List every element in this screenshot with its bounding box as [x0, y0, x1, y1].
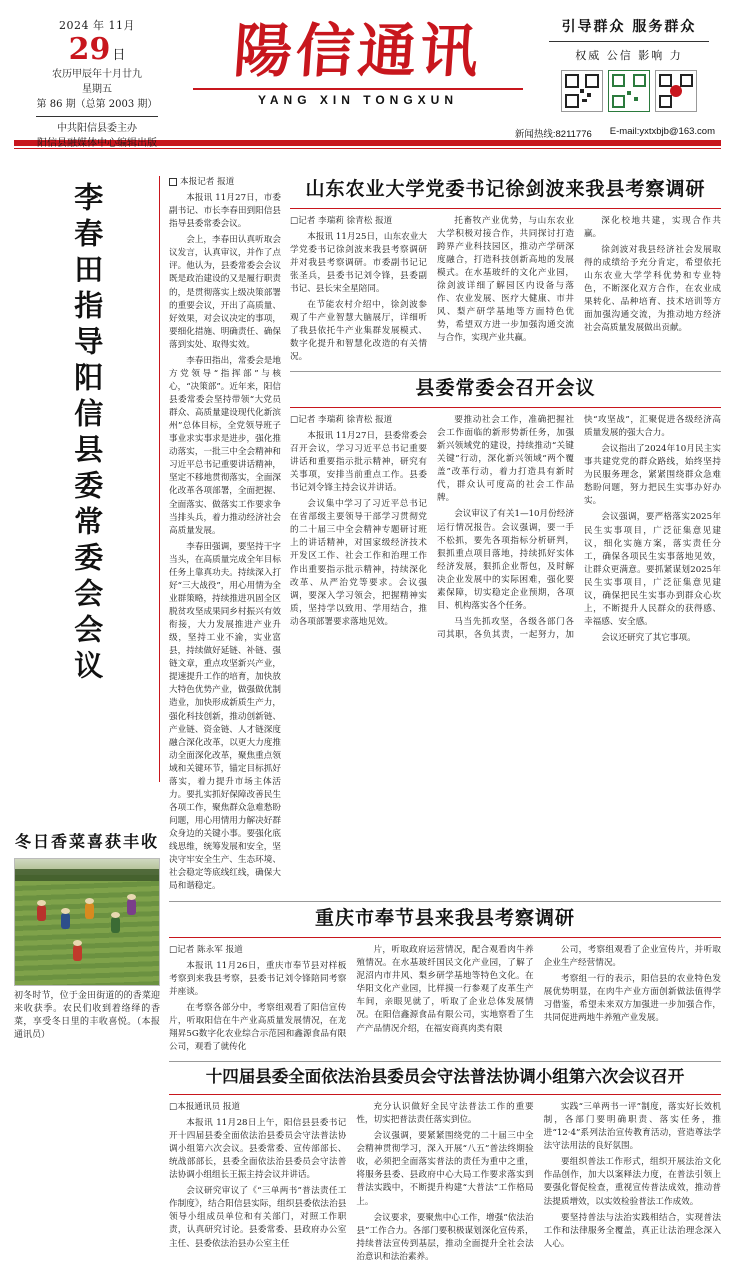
- article-para: 本报讯 11月26日，重庆市奉节县对样板考察到来我县考察，县委书记刘令锋陪同考察并座谈。: [169, 961, 347, 998]
- brief-kicker-text: 本报记者 报道: [180, 177, 235, 187]
- masthead-title-block: [178, 17, 538, 107]
- masthead-contact: [178, 126, 715, 140]
- day-unit: 日: [112, 47, 126, 63]
- brief-para: 会上，李春田认真听取会议发言，认真审议，并作了点评。他认为，县委常委会会议既是政治建设的又是履行职责的，是贯彻落实上级决策部署的重要会议，开出了高质量、好效果，对会议决定的事项，要细化措施、明确责任、确保落到实处、取得实效。: [169, 235, 281, 350]
- section-rule: [290, 371, 721, 372]
- headline-rule: [290, 407, 721, 408]
- brief-para: 李春田指出，常委会是地方党领导“指挥部”与核心，“决策部”。近年来，阳信县委常委会坚持带领“大党员群众、高质量建设现代化新滨州”总体目标，全党领导班子事业求实事求是进步，强化推动落实，一批三中全会精神和习近平总书记重要讲话精神，坚定不移地贯彻落实，全面深化改革各项部署，全面把握、全面落实、做落实工作要求争当排头兵，着力推动经济社会高质量发展。: [169, 355, 281, 536]
- article-para: 会议研究审议了《“三单两书”普法责任工作制度》，结合阳信县实际，组织县委依法治县领导小组成员单位和有关部门，对照工作职责，认真研究讨论。县委常委、县政府办公室主任、县委依法治县办公室主任: [169, 1186, 347, 1249]
- day-value: 29: [68, 31, 111, 67]
- field-harvest-photo: [14, 858, 160, 986]
- masthead-date-block: [22, 18, 172, 151]
- article-headline: 山东农业大学党委书记徐剑波来我县考察调研: [305, 178, 706, 200]
- section-rule: [169, 1061, 721, 1062]
- article-para: 本报讯 11月25日，山东农业大学党委书记徐剑波来我县考察调研并对我县考察调研。市委副书记记张圣兵，县委书记刘令锋，县委副书记、县长宋全星陪同。: [290, 231, 427, 294]
- right-column: [169, 176, 721, 1262]
- article-body: [290, 414, 721, 645]
- sponsor: 中共阳信县委主办: [57, 122, 137, 134]
- headline-rule: [169, 937, 721, 938]
- article-group-right: [290, 176, 721, 896]
- wechat-qr-icon[interactable]: [608, 70, 650, 112]
- article-byline: □记者 李瑞莉 徐青松 报道: [290, 215, 393, 226]
- app-qr-icon[interactable]: [655, 70, 697, 112]
- article-body: [290, 215, 721, 365]
- article-para: 会议审议了有关1—10月份经济运行情况报告。会议强调，要一手不松抓，要先各项指标分析研判，狠抓重点项目落地，持续抓好实体经济发展，狠抓企业帮包，及时解决企业发展中的实际困难，强化要素保障，切实稳定企业预期，各项目、机构落实各个任务。: [437, 509, 574, 611]
- article-para: 在考察各部分中，考察组观看了阳信宣传片，听取阳信在牛产业高质量发展情况，在龙翔昇5G数字化农业综合示范园和鑫源食品有限公司，观看了就传化: [169, 1003, 347, 1053]
- article-para: 会议集中学习了习近平总书记在省部级主要领导干部学习贯彻党的二十届三中全会精神专题研讨班上的讲话精神，对国家级经济技术开发区工作、社会工作和治理工作作出重要指示批示精神，持续深化改革、从严治党等要求。会议强调，要深入学习领会，把握精神实质，坚持学以致用、学用结合，推动各项部署要求落地见效。: [290, 499, 427, 627]
- article-headline: 十四届县委全面依法治县委员会守法普法协调小组第六次会议召开: [205, 1067, 685, 1087]
- gregorian-date: 2024 年 11月: [59, 19, 135, 32]
- weekday: 星期五: [82, 83, 112, 95]
- qr-code-icon[interactable]: [561, 70, 603, 112]
- article-para: 徐剑波对我县经济社会发展取得的成绩给予充分肯定，希望依托山东农业大学学科优势和专业特色，不断深化双方合作，在农业成果转化、品种培育、技术培训等方面加强沟通交流，为推动地方经济社会高质量发展做出贡献。: [584, 244, 721, 334]
- photo-title: 冬日香菜喜获丰收: [14, 831, 159, 851]
- article-headline: 重庆市奉节县来我县考察调研: [314, 907, 575, 930]
- photo-caption: 初冬时节，位于金田街道的的香菜迎来收获季。农民们收到着络绎的香菜，享受冬日里的丰收喜悦。（本报通讯员）: [14, 990, 160, 1040]
- article-para: 本报讯 11月27日，县委常委会召开会议，学习习近平总书记重要讲话和重要指示批示精神，研究有关事项，安排当前重点工作。县委书记刘令锋主持会议并讲话。: [290, 430, 427, 494]
- newspaper-title-pinyin: YANG XIN TONGXUN: [257, 93, 459, 107]
- article-para: 要坚持普法与法治实践相结合，实现普法工作和法律服务全覆盖，真正让法治理念深入人心。: [543, 1212, 721, 1249]
- news-hotline: 新闻热线:8211776: [514, 129, 592, 140]
- title-underline: [193, 88, 523, 90]
- brief-news-column: [169, 176, 281, 896]
- slogan-divider: [549, 41, 709, 42]
- article-standing-committee: [290, 371, 721, 645]
- lead-vertical-headline: [14, 176, 160, 782]
- article-para: 会议还研究了其它事项。: [601, 633, 696, 644]
- publisher: 阳信县融媒体中心编辑出版: [37, 137, 157, 149]
- masthead-divider: [36, 116, 158, 117]
- slogan-primary: 引导群众 服务群众: [561, 19, 697, 35]
- section-rule: [169, 901, 721, 902]
- article-para: 在节能农村介绍中，徐剑波参观了牛产业智慧大脑展厅，详细听了我县依托牛产业集群发展模式、数字化提升和智慧化改造的有关情况。: [290, 299, 427, 363]
- left-column: [14, 176, 160, 1042]
- page-content: [14, 176, 721, 1262]
- article-body: [169, 1101, 721, 1264]
- vertical-headline-text: 李春田指导阳信县委常委会会议: [70, 182, 105, 686]
- qr-code-row: [543, 70, 715, 112]
- square-bullet-icon: [169, 178, 177, 186]
- brief-kicker: [169, 176, 281, 189]
- article-body: [169, 944, 721, 1054]
- article-para: 马当先抓攻坚，各级各部门各司其职，各负其责，一起努力，加快“攻坚战”，汇聚促进各级经济高质量发展的强大合力。: [437, 415, 721, 641]
- headline-rule: [169, 1094, 721, 1095]
- article-para: 实践“三单两书一评”制度，落实好长效机制，各部门要明确职责、落实任务，推进“12·4”系列法治宣传教育活动，营造尊法学法守法用法的良好氛围。: [543, 1102, 721, 1152]
- article-para: 会议强调，要紧紧围绕党的二十届三中全会精神贯彻学习，深入开展“八五”普法终期验收，必须把全面落实普法的责任为重中之重，将服务县委、县政府中心大局工作要求落实到普法实践中，不断提升构建“大普法”工作格局上。: [356, 1131, 534, 1207]
- masthead-slogan-block: [543, 16, 715, 112]
- email-address: E-mail:yxtxbjb@163.com: [609, 126, 715, 137]
- article-byline: □本报通讯员 报道: [169, 1102, 241, 1113]
- article-byline: □记者 陈永军 报道: [169, 945, 243, 956]
- article-para: 会议强调，要严格落实2025年民生实事项目，广泛征集意见建议，细化实施方案，落实责任分工，确保各项民生实事落地见效，让群众更满意。要抓紧谋划2025年民生实事项目，广泛征集意见建议，确保把民生实事办到群众心坎上，不断提升人民群众的获得感、幸福感、安全感。: [584, 512, 721, 627]
- article-headline: 县委常委会召开会议: [415, 377, 596, 400]
- article-para: 片，听取政府运营情况，配合观看肉牛养殖情况。在水基玻纤国民文化产业园，了解了泥沼内市井风、梨乡研学基地等特色文化。在华阳文化产业园，比样摸一行参观了皮革生产车间，亲眼见就了，听取了企业总体发展情况。在阳信鑫源食品有限公司，实地察看了生产产品情况介绍，在福安商真肉类有限: [356, 945, 534, 1034]
- article-para: 要组织普法工作形式，组织开展法治文化作品创作，加大以案释法力度，在普法引领上要强化督促检查，重视宣传普法成效，推动普法提质增效，以实效检验普法工作成效。: [543, 1157, 721, 1207]
- article-para: 要推动社会工作，准确把握社会工作面临的新形势新任务，加强新兴领域党的建设，持续推动“关键关键”行动，深化新兴领域“两个覆盖”改革行动，着力打造具有新时代，群众认可度高的社会工作品牌。: [437, 415, 574, 504]
- lunar-date: 农历甲辰年十月廿九: [52, 68, 142, 80]
- article-para: 考察组一行的表示，阳信县的农业特色发展优势明显，在肉牛产业方面创新做法值得学习借鉴，希望未来双方加强进一步加强合作，共同促进两地牛养殖产业发展。: [543, 974, 721, 1024]
- masthead: [0, 0, 735, 149]
- article-para: 会议指出了2024年10月民主实事共建党党的群众路线，始终坚持为民服务理念，紧紧围绕群众急难愁盼问题，努力把民生实事办好办实。: [584, 444, 721, 507]
- article-sdau-visit: [290, 178, 721, 364]
- article-para: 本报讯 11月28日上午，阳信县县委书记开十四届县委全面依法治县委员会守法普法协调小组第六次会议。县委常委、宣传部部长、统战部部长，县委全面依法治县委员会守法普法协调小组组长王振主持会议并讲话。: [169, 1117, 347, 1181]
- article-law-committee: [169, 1061, 721, 1263]
- article-para: 充分认识做好全民守法普法工作的重要性，切实把普法责任落实到位。: [356, 1102, 534, 1126]
- headline-rule: [290, 208, 721, 209]
- article-para: 托畜牧产业优势，与山东农业大学积极对接合作，共同探讨打造跨界产业科技园区，推动产学研深度融合，打造科技创新高地的发展模式。在水基玻纤的文化产业园，徐剑波详细了解园区内设备与落作、农业发展、医疗大健康、市井风、梨产研学基地等方面特色优势，希望双方进一步加强沟通交流与合作，实现产业共赢。: [437, 215, 574, 344]
- article-para: 公司，考察组观看了企业宣传片，并听取企业生产经营情况。: [543, 945, 721, 969]
- article-fengjie-visit: [169, 901, 721, 1054]
- issue-number: 第 86 期（总第 2003 期）: [36, 98, 158, 110]
- slogan-secondary: 权威 公信 影响 力: [575, 49, 683, 62]
- brief-para: 李春田强调，要坚持干字当头，在高质量完成全年目标任务上靠真功夫。持续深入打好“三大战役”，用心用情为全业群策略，持续推进巩固全区脱贫攻坚成果同乡村振兴有效衔接，大力发展推进产业升级，坚持工业不渝，实业富县，持续做好延链、补链、强链文章，重点攻坚新兴产业，提速提升工作的培育，加快放大特色优势产业，做强做优制造业，加快形成新质生产力，强化科技创新，推动创新链、产业链、资金链、人才链深度融合深化改革，以更大力度推动全面深化改革，聚焦重点领域和关键环节，锚定目标抓好落实，着力提升市场主体活力。要扎实抓好保障改善民生各项工作，聚焦群众急难愁盼问题，用心用情用力解决好群众身边的关键小事。要强化底线思维，统筹发展和安全，坚决守牢安全生产、生态环境、社会稳定等底线红线，确保大局和谐稳定。: [169, 541, 281, 892]
- article-para: 深化校地共建，实现合作共赢。: [584, 215, 721, 239]
- day-number: [22, 31, 172, 67]
- article-para: 会议要求，要聚焦中心工作，增强“依法治县”工作合力。各部门要积极谋划深化宣传系，持续普法宣传到基层，推动全面提升全社会法治意识和法治素养。: [356, 1212, 534, 1262]
- article-byline: □记者 李瑞莉 徐青松 报道: [290, 415, 393, 426]
- newspaper-title: 陽信通讯: [231, 17, 485, 85]
- brief-para: 本报讯 11月27日，市委副书记、市长李春田到阳信县指导县委常委会议。: [169, 193, 281, 230]
- photo-feature: [14, 829, 160, 1042]
